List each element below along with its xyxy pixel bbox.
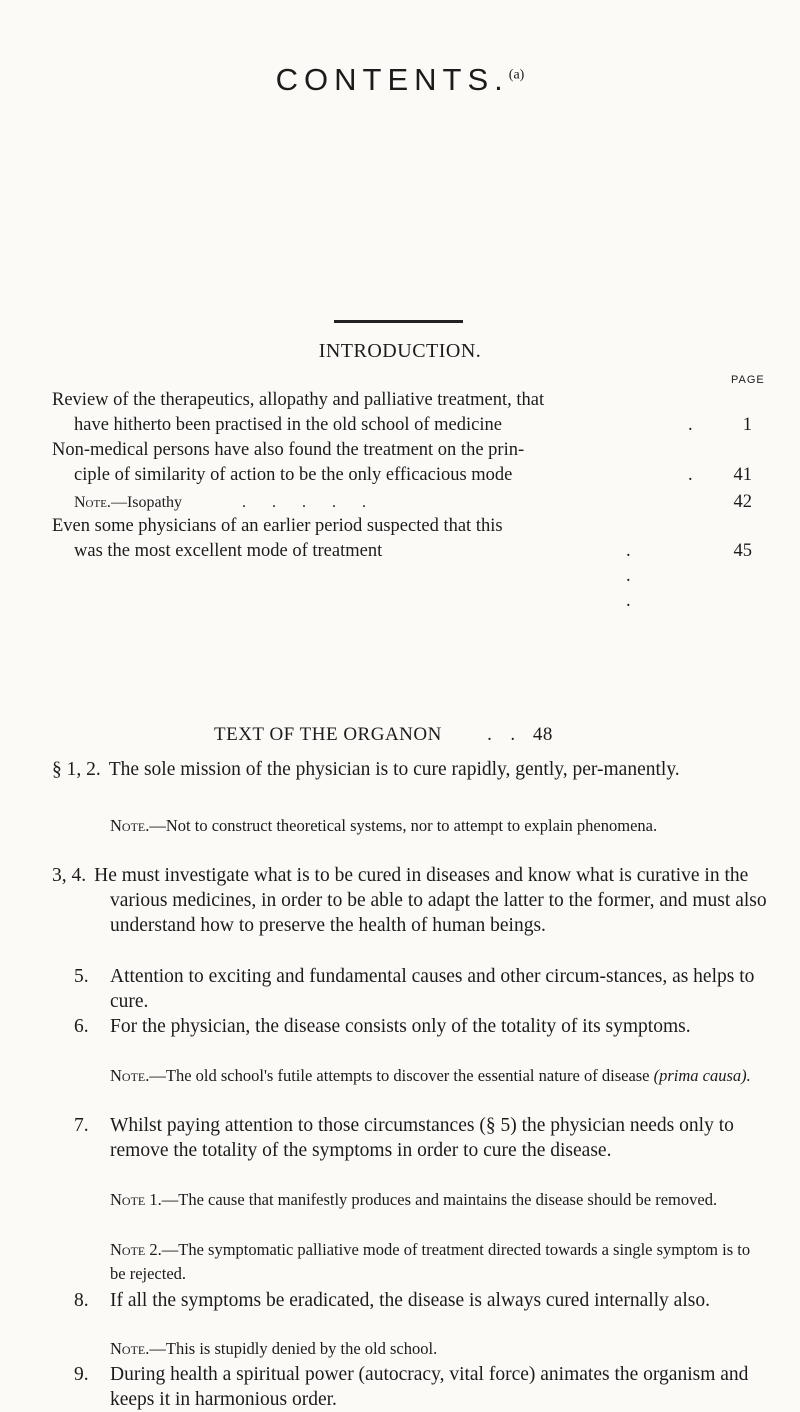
toc-entry-line2: have hitherto been practised in the old school of medicine <box>74 415 502 435</box>
toc-entry: Non-medical persons have also found the treatment on the prin- ciple of similarity of action to be the only efficacious mode . 41 <box>52 438 752 488</box>
section-text: For the physician, the disease consists only of the totality of its symptoms. <box>110 1016 691 1037</box>
footnote-mark: (a) <box>508 67 525 83</box>
section-entry <box>52 1113 772 1163</box>
note-text: —Isopathy <box>110 494 183 511</box>
toc-entry-page: 42 <box>733 492 752 512</box>
title-rule <box>334 320 463 323</box>
section-number: 7. <box>74 1115 89 1136</box>
note-text: —The cause that manifestly produces and maintains the disease should be removed. <box>161 1190 718 1209</box>
toc-entry-line1: Even some physicians of an earlier period suspected that this <box>52 516 503 536</box>
section-number: 5. <box>74 966 89 987</box>
page-title <box>0 62 800 98</box>
section-number: § 1, 2. <box>52 759 101 780</box>
section-text: If all the symptoms be eradicated, the disease is always cured internally also. <box>110 1290 710 1311</box>
toc-entry-line1: Non-medical persons have also found the treatment on the prin- <box>52 440 525 460</box>
section-text: During health a spiritual power (autocracy, vital force) animates the organism and keeps it in harmonious order. <box>110 1364 749 1410</box>
section-number: 8. <box>74 1290 89 1311</box>
note-label: Note. <box>110 816 150 835</box>
note-label: Note 2. <box>110 1240 162 1259</box>
page-column-label: PAGE <box>731 374 765 386</box>
section-heading-text: TEXT OF THE ORGANON <box>214 724 442 745</box>
note-label: Note 1. <box>110 1190 162 1209</box>
text-of-organon-heading: TEXT OF THE ORGANON . . 48 <box>214 724 553 745</box>
section-number: 9. <box>74 1364 89 1385</box>
note-text: —The symptomatic palliative mode of treatment directed towards a single symptom is to be rejected. <box>110 1240 751 1283</box>
toc-entry-page: 1 <box>742 415 752 435</box>
section-text: Whilst paying attention to those circumstances (§ 5) the physician needs only to remove the totality of the symptoms in order to cure the disease. <box>110 1115 734 1161</box>
toc-entry-page: 45 <box>733 541 752 561</box>
toc-entry-page: 41 <box>733 465 752 485</box>
section-note <box>110 814 760 838</box>
section-text: The sole mission of the physician is to cure rapidly, gently, per-manently. <box>108 759 680 780</box>
title-text: CONTENTS. <box>275 62 509 97</box>
section-note <box>110 1064 760 1088</box>
note-label: Note. <box>110 1066 150 1085</box>
toc-entry-line2: ciple of similarity of action to be the only efficacious mode <box>74 465 513 485</box>
toc-entry-line2: was the most excellent mode of treatment <box>74 541 383 561</box>
note-label: Note. <box>74 494 111 511</box>
toc-entry: Even some physicians of an earlier period suspected that this was the most excellent mode of treatment . . . 45 <box>52 514 752 614</box>
note-text: —The old school's futile attempts to discover the essential nature of disease <box>149 1066 654 1085</box>
toc-entry-line1: Review of the therapeutics, allopathy and palliative treatment, that <box>52 390 545 410</box>
section-note <box>110 1238 760 1286</box>
section-entry <box>52 964 772 1014</box>
introduction-heading: INTRODUCTION. <box>318 340 482 362</box>
section-entry <box>52 863 772 938</box>
note-italic: (prima causa). <box>653 1066 751 1085</box>
section-number: 6. <box>74 1016 89 1037</box>
section-note <box>110 1188 760 1212</box>
section-entry <box>52 1362 772 1412</box>
section-entry <box>52 1288 772 1313</box>
section-number: 3, 4. <box>52 865 87 886</box>
toc-entry: Review of the therapeutics, allopathy and palliative treatment, that have hitherto been practised in the old school of medicine . 1 <box>52 388 752 438</box>
section-text: He must investigate what is to be cured in diseases and know what is curative in the various medicines, in order to be able to adapt the latter to the former, and must also understand how to preserve the health of human beings. <box>94 865 767 936</box>
toc-note-entry: Note.—Isopathy ..... 42 <box>52 490 752 515</box>
note-text: —This is stupidly denied by the old school. <box>149 1339 438 1358</box>
section-entry <box>52 757 772 782</box>
section-note <box>110 1337 760 1361</box>
note-text: —Not to construct theoretical systems, nor to attempt to explain phenomena. <box>149 816 658 835</box>
note-label: Note. <box>110 1339 150 1358</box>
section-text: Attention to exciting and fundamental causes and other circum-stances, as helps to cure. <box>110 966 755 1012</box>
section-entry <box>52 1014 772 1039</box>
section-heading-page: 48 <box>532 724 553 745</box>
